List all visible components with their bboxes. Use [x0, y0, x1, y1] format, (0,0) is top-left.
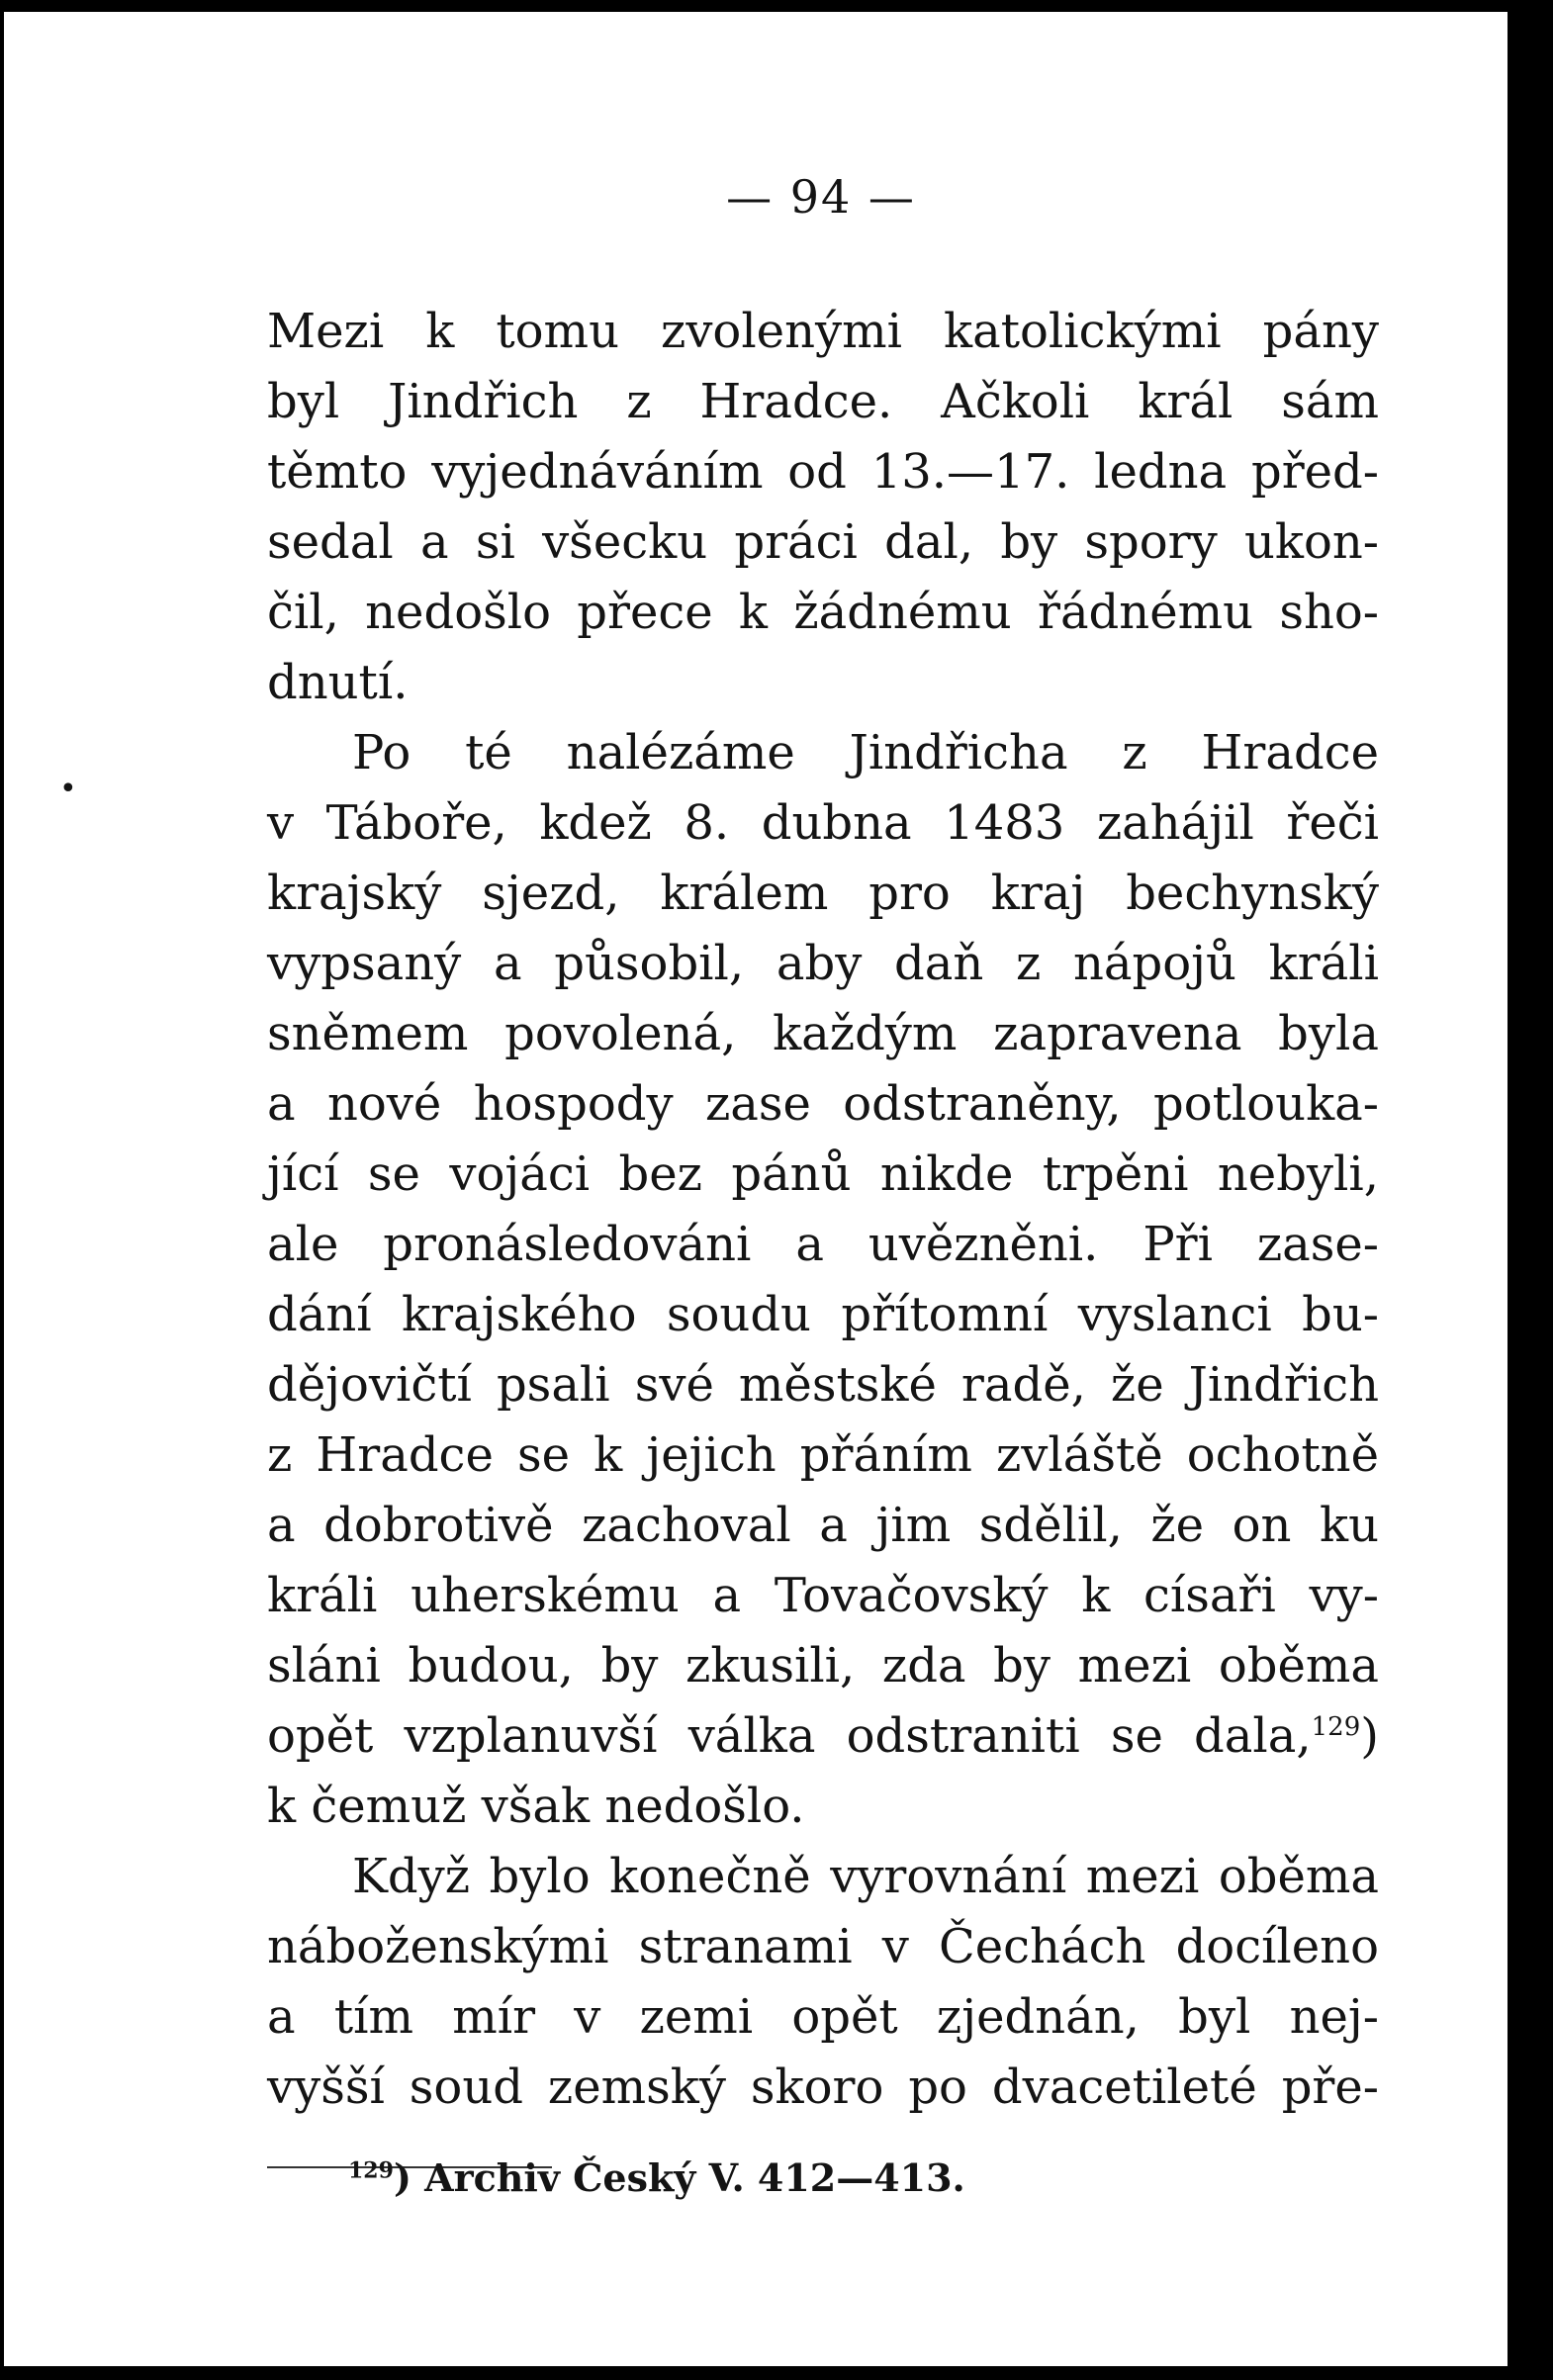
footnote	[348, 2149, 1238, 2208]
text-line: v Táboře, kdež 8. dubna 1483 zahájil řeči	[267, 795, 1379, 851]
text-line: k čemuž však nedošlo.	[267, 1779, 805, 1834]
text-line: Po té nalézáme Jindřicha z Hradce	[352, 725, 1379, 780]
footnote-ref: 129	[1311, 1712, 1361, 1742]
text-line-with-footnote-ref	[267, 1701, 1379, 1772]
scan-border-top	[0, 0, 1553, 12]
text-line: z Hradce se k jejich přáním zvláště ochotně	[267, 1427, 1379, 1483]
text-line: náboženskými stranami v Čechách docíleno	[267, 1919, 1379, 1974]
text-line: a tím mír v zemi opět zjednán, byl nej-	[267, 1989, 1379, 2045]
text-line: vypsaný a působil, aby daň z nápojů králi	[267, 936, 1379, 991]
page-number: — 94 —	[726, 170, 916, 224]
text-line: Mezi k tomu zvolenými katolickými pány	[267, 304, 1379, 359]
text-line: sláni budou, by zkusili, zda by mezi oběma	[267, 1638, 1379, 1693]
text-line: sněmem povolená, každým zapravena byla	[267, 1006, 1379, 1061]
footnote-ref-suffix: )	[1360, 1708, 1379, 1764]
text-line: čil, nedošlo přece k žádnému řádnému sho-	[267, 585, 1379, 640]
stray-mark: •	[59, 772, 77, 806]
text-line: sedal a si všecku práci dal, by spory ukon-	[267, 514, 1379, 570]
text-line: a nové hospody zase odstraněny, potlouka-	[267, 1076, 1379, 1132]
scan-border-right	[1507, 0, 1553, 2380]
text-line: dání krajského soudu přítomní vyslanci bu-	[267, 1287, 1379, 1342]
text-line: vyšší soud zemský skoro po dvacetileté pře-	[267, 2060, 1379, 2115]
scan-border-bottom	[0, 2366, 1553, 2380]
text-line: těmto vyjednáváním od 13.—17. ledna před-	[267, 444, 1379, 500]
text-line-content: opět vzplanuvší válka odstraniti se dala,	[267, 1708, 1312, 1764]
scan-border-left	[0, 0, 4, 2380]
text-line: ale pronásledováni a uvězněni. Při zase-	[267, 1217, 1379, 1272]
text-line: dějovičtí psali své městské radě, že Jindřich	[267, 1357, 1379, 1413]
text-line: jící se vojáci bez pánů nikde trpěni nebyli,	[267, 1146, 1379, 1202]
text-line: a dobrotivě zachoval a jim sdělil, že on ku	[267, 1498, 1379, 1553]
footnote-number: 129	[348, 2157, 394, 2184]
text-line: dnutí.	[267, 655, 409, 710]
text-line: krajský sjezd, králem pro kraj bechynský	[267, 866, 1379, 921]
text-line: Když bylo konečně vyrovnání mezi oběma	[352, 1849, 1379, 1904]
body-text	[267, 297, 1379, 2123]
text-line: byl Jindřich z Hradce. Ačkoli král sám	[267, 374, 1379, 429]
text-line: králi uherskému a Tovačovský k císaři vy-	[267, 1568, 1379, 1623]
footnote-text: ) Archiv Český V. 412—413.	[393, 2155, 965, 2200]
